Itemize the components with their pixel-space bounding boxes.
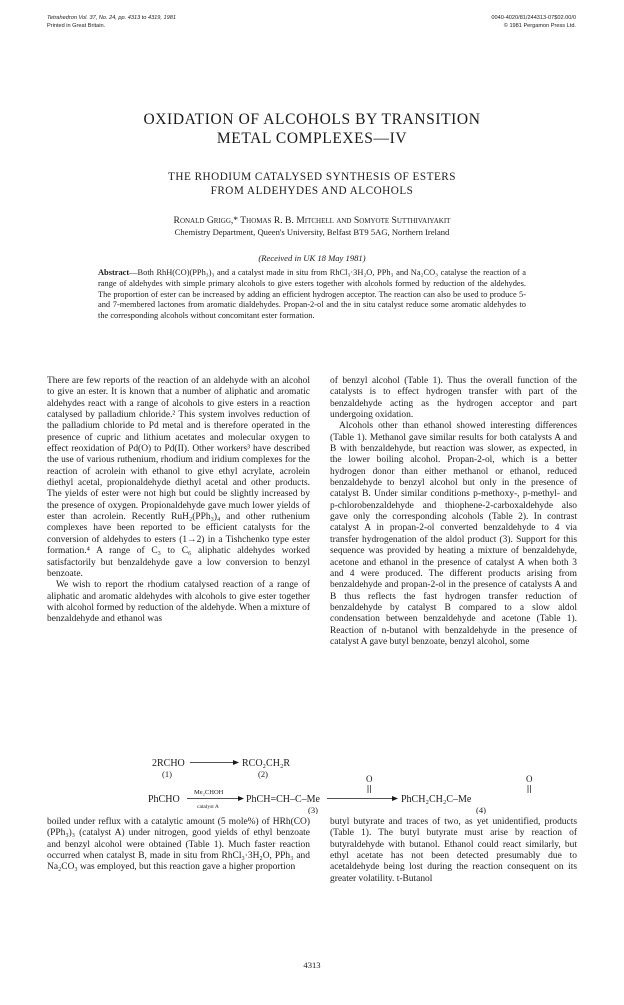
- arrow-head: [392, 796, 398, 801]
- authors: Ronald Grigg,* Thomas R. B. Mitchell and Somyote Sutthivaiyakit: [173, 215, 451, 226]
- paper-subtitle-line1: THE RHODIUM CATALYSED SYNTHESIS OF ESTERS: [168, 171, 456, 183]
- paragraph: of benzyl alcohol (Table 1). Thus the overall function of the catalysts is to effect hydrogen transfer with part of the benzaldehyde acting as the hydrogen acceptor and part undergoing oxidation.: [330, 376, 577, 421]
- received-date: (Received in UK 18 May 1981): [258, 253, 366, 263]
- body-column-left-bottom: [47, 817, 310, 874]
- abstract-label: Abstract: [98, 268, 130, 277]
- arrow-head: [233, 760, 239, 765]
- body-column-left-top: [47, 376, 310, 626]
- compound-label: (4): [476, 805, 486, 814]
- page-number: 4313: [303, 960, 321, 970]
- abstract: [98, 268, 526, 322]
- paper-title-line1: OXIDATION OF ALCOHOLS BY TRANSITION: [143, 111, 481, 128]
- copyright: © 1981 Pergamon Press Ltd.: [503, 23, 576, 29]
- scheme-reactant-aldehyde: 2RCHO: [152, 758, 185, 769]
- paper-subtitle-line2: FROM ALDEHYDES AND ALCOHOLS: [210, 185, 414, 197]
- paragraph: We wish to report the rhodium catalysed reaction of a range of aliphatic and aromatic aldehydes with alcohols to give ester together with alcohol formed by reduction of the aldehyde. When a mixture of benzaldehyde and ethanol was: [47, 580, 310, 625]
- compound-label: (3): [308, 805, 318, 814]
- affiliation: Chemistry Department, Queen's University, Belfast BT9 5AG, Northern Ireland: [174, 227, 450, 237]
- reaction-scheme: [90, 756, 590, 814]
- paragraph: butyl butyrate and traces of two, as yet unidentified, products (Table 1). The butyl butyrate must arise by reaction of butyraldehyde with butanol. Ethanol could react similarly, but ethyl acetate has not been detected presumably due to acetaldehyde being lost during the reaction consequent on its greater volatility. t-Butanol: [330, 817, 577, 884]
- compound-label: (1): [162, 769, 172, 779]
- paragraph: boiled under reflux with a catalytic amount (5 mole%) of HRh(CO)(PPh₃)₃ (catalyst A) under nitrogen, good yields of ethyl benzoate and benzyl alcohol were obtained (Table 1). Much faster reaction occurred when catalyst B, made in situ from RhCl₃·3H₂O, PPh₃ and Na₂CO₃ was employed, but this reaction gave a higher proportion: [47, 817, 310, 873]
- paragraph: Alcohols other than ethanol showed interesting differences (Table 1). Methanol gave similar results for both catalysts A and B with benzaldehyde, but reaction was slower, as expected, in the lower boiling alcohol. Propan-2-ol, which is a better hydrogen donor than either methanol or ethanol, reduced benzaldehyde to benzyl alcohol but only in the presence of catalyst B. Under similar conditions p-methoxy-, p-methyl- and p-chlorobenzaldehyde and thiophene-2-carboxaldehyde also gave only the corresponding alcohols (Table 2). In contrast catalyst A in propan-2-ol converted benzaldehyde to 4 via transfer hydrogenation of the aldol product (3). Support for this sequence was provided by heating a mixture of benzaldehyde, acetone and ethanol in the presence of catalyst A when both 3 and 4 were produced. The different products arising from benzaldehyde and propan-2-ol in the presence of catalysts A and B thus reflects the fast hydrogen transfer reduction of benzaldehyde by catalyst B compared to a slow aldol condensation between benzaldehyde and acetone (Table 1). Reaction of n-butanol with benzaldehyde in the presence of catalyst A gave butyl benzoate, benzyl alcohol, some: [330, 421, 577, 647]
- scheme-product-ester: RCO₂CH₂R: [242, 758, 291, 769]
- running-header-left: [47, 14, 176, 30]
- running-header-right: [491, 14, 576, 30]
- carbonyl-oxygen: O: [366, 774, 373, 784]
- arrow-head: [238, 796, 244, 801]
- paper-title-line2: METAL COMPLEXES—IV: [216, 130, 408, 147]
- paragraph: There are few reports of the reaction of an aldehyde with an alcohol to give an ester. It is known that a number of aliphatic and aromatic aldehydes react with a range of alcohols to give esters in a reaction catalysed by palladium chloride.² This system involves reduction of the palladium chloride to Pd metal and is therefore operated in the presence of cupric and lithium acetates and molecular oxygen to effect reoxidation of Pd(O) to Pd(II). Other workers³ have described the use of various ruthenium, rhodium and iridium complexes for the reaction of acrolein with ethanol to give ethyl acrylate, acrolein diethyl acetal, propionaldehyde diethyl acetal and other products. The yields of ester were not high but could be slightly increased by the presence of oxygen. Propionaldehyde gave much lower yields of ester than acrolein. Recently RuH₂(PPh₃)₄ and other ruthenium complexes have been reported to be efficient catalysts for the conversion of aldehydes to esters (1→2) in a Tishchenko type ester formation.⁴ A range of C₃ to C₆ aliphatic aldehydes worked satisfactorily but benzaldehyde gave a low conversion to benzyl benzoate.: [47, 376, 310, 579]
- issn-code: 0040-4020/81/244313-07$02.00/0: [491, 15, 576, 21]
- journal-citation: Tetrahedron Vol. 37, No. 24, pp. 4313 to 4319, 1981: [47, 15, 176, 21]
- catalyst-label: catalyst A: [197, 804, 219, 810]
- scheme-product-aldol: PhCH=CH–C–Me: [246, 794, 320, 805]
- reagent-label: Me₂CHOH: [194, 789, 224, 796]
- scheme-product-ketone: PhCH₂CH₂C–Me: [401, 794, 472, 805]
- abstract-text: —Both RhH(CO)(PPh₃)₃ and a catalyst made in situ from RhCl₃·3H₂O, PPh₃ and Na₂CO₃ catalyse the reaction of a range of aldehydes with simple primary alcohols to give esters together with alcohols formed by reduction of the aldehydes. The proportion of ester can be increased by adding an efficient hydrogen acceptor. The reaction can also be used to produce 5- and 7-membered lactones from aromatic dialdehydes. Propan-2-ol and the in situ catalyst reduce some aromatic aldehydes to the corresponding alcohols without concomitant ester formation.: [98, 268, 526, 321]
- carbonyl-oxygen: O: [526, 774, 533, 784]
- body-column-right-top: [330, 376, 577, 648]
- body-column-right-bottom: [330, 817, 577, 885]
- scheme-benzaldehyde: PhCHO: [148, 794, 180, 805]
- compound-label: (2): [258, 769, 268, 779]
- printed-in: Printed in Great Britain.: [47, 23, 106, 29]
